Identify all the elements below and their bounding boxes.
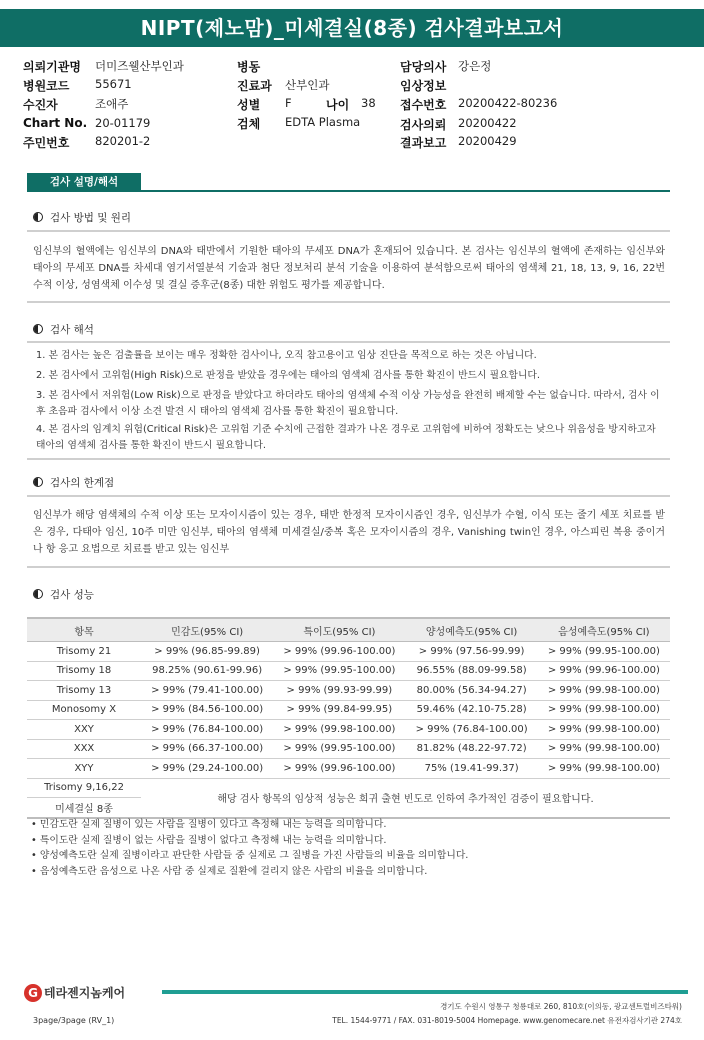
half-circle-icon [33, 477, 43, 487]
note-line: • 양성예측도란 실제 질병이라고 판단한 사람들 중 실제로 그 질병을 가진 사람들의 비율을 의미합니다. [31, 850, 469, 861]
table-header-row [27, 618, 670, 642]
table-cell: > 99% (84.56-100.00) [141, 700, 273, 720]
doctor-value: 강은정 [458, 59, 492, 73]
section-tab: 검사 설명/해석 [27, 173, 141, 191]
hospital-code-label: 병원코드 [23, 79, 70, 93]
page-number: 3page/3page (RV_1) [33, 1016, 115, 1025]
interpretation-item: 1. 본 검사는 높은 검출률을 보이는 매우 정확한 검사이나, 오직 참고용이고 임상 진단을 목적으로 하는 것은 아닙니다. [36, 350, 537, 361]
interpretation-heading: 검사 해석 [33, 322, 94, 337]
table-cell: > 99% (99.98-100.00) [273, 720, 405, 740]
column-header: 항목 [27, 618, 141, 642]
table-cell: > 99% (29.24-100.00) [141, 759, 273, 779]
table-cell: > 99% (66.37-100.00) [141, 739, 273, 759]
table-row [27, 661, 670, 681]
table-cell: XXX [27, 739, 141, 759]
ward-label: 병동 [237, 60, 261, 74]
column-header: 양성예측도(95% CI) [406, 618, 538, 642]
report-date-value: 20200429 [458, 134, 517, 148]
performance-table [27, 617, 670, 819]
table-cell: 98.25% (90.61-99.96) [141, 661, 273, 681]
table-cell: > 99% (99.95-100.00) [538, 642, 670, 662]
table-cell: > 99% (99.95-100.00) [273, 661, 405, 681]
table-cell: > 99% (99.98-100.00) [538, 720, 670, 740]
receipt-value: 20200422-80236 [458, 96, 558, 110]
report-title: NIPT(제노맘)_미세결실(8종) 검사결과보고서 [0, 9, 704, 47]
half-circle-icon [33, 589, 43, 599]
table-cell: > 99% (76.84-100.00) [406, 720, 538, 740]
table-cell: > 99% (99.93-99.99) [273, 681, 405, 701]
divider [27, 458, 670, 460]
table-cell: > 99% (97.56-99.99) [406, 642, 538, 662]
institution-value: 더미즈웰산부인과 [95, 59, 184, 73]
doctor-label: 담당의사 [400, 60, 447, 74]
table-row [27, 720, 670, 740]
footer-bar [162, 990, 688, 994]
age-value: 38 [361, 96, 376, 110]
table-row [27, 642, 670, 662]
chart-value: 20-01179 [95, 116, 151, 130]
table-cell: Trisomy 9,16,22 [27, 778, 141, 798]
clinical-label: 임상정보 [400, 79, 447, 93]
table-cell: Trisomy 18 [27, 661, 141, 681]
table-row [27, 739, 670, 759]
resident-value: 820201-2 [95, 134, 151, 148]
table-cell: > 99% (99.96-100.00) [273, 642, 405, 662]
column-header: 특이도(95% CI) [273, 618, 405, 642]
divider [27, 495, 670, 497]
performance-heading: 검사 성능 [33, 587, 94, 602]
table-cell: > 99% (99.98-100.00) [538, 681, 670, 701]
table-cell: 80.00% (56.34-94.27) [406, 681, 538, 701]
sex-label: 성별 [237, 98, 261, 112]
note-line: • 특이도란 실제 질병이 없는 사람을 질병이 없다고 측정해 내는 능력을 의미합니다. [31, 834, 387, 846]
request-value: 20200422 [458, 116, 517, 130]
chart-label: Chart No. [23, 116, 88, 130]
definitions-notes [31, 817, 468, 879]
hospital-code-value: 55671 [95, 77, 132, 91]
table-cell: Trisomy 21 [27, 642, 141, 662]
table-cell: 59.46% (42.10-75.28) [406, 700, 538, 720]
divider [27, 341, 670, 343]
recipient-value: 조애주 [95, 97, 129, 111]
method-heading: 검사 방법 및 원리 [33, 210, 131, 225]
table-cell: > 99% (79.41-100.00) [141, 681, 273, 701]
receipt-label: 접수번호 [400, 98, 447, 112]
table-note-cell: 해당 검사 항목의 임상적 성능은 희귀 출현 빈도로 인하여 추가적인 검증이 필요합니다. [141, 778, 670, 818]
table-row [27, 778, 670, 798]
table-cell: > 99% (99.98-100.00) [538, 700, 670, 720]
table-cell: > 99% (76.84-100.00) [141, 720, 273, 740]
interpretation-item: 4. 본 검사의 임계치 위험(Critical Risk)은 고위험 기준 수치에 근접한 결과가 나온 경우로 고위험에 비하여 정확도는 낮으나 위음성을 방지하고자 태아의 염색체 검사를 통한 확진이 반드시 필요합니다. [36, 424, 656, 451]
table-cell: Monosomy X [27, 700, 141, 720]
logo-mark-icon: G [24, 984, 42, 1002]
dept-label: 진료과 [237, 79, 272, 93]
interpretation-item: 2. 본 검사에서 고위험(High Risk)으로 판정을 받았을 경우에는 태아의 염색체 검사를 통한 확진이 반드시 필요합니다. [36, 370, 541, 381]
half-circle-icon [33, 212, 43, 222]
company-logo [24, 982, 125, 1002]
column-header: 민감도(95% CI) [141, 618, 273, 642]
report-date-label: 결과보고 [400, 136, 447, 150]
note-line: • 음성예측도란 음성으로 나온 사람 중 실제로 질환에 걸리지 않은 사람의 비율을 의미합니다. [31, 865, 428, 877]
specimen-label: 검체 [237, 117, 261, 131]
column-header: 음성예측도(95% CI) [538, 618, 670, 642]
divider [27, 230, 670, 232]
table-cell: > 99% (99.98-100.00) [538, 739, 670, 759]
table-cell: > 99% (99.98-100.00) [538, 759, 670, 779]
specimen-value: EDTA Plasma [285, 115, 361, 129]
footer-address: 경기도 수원시 영통구 청룡대로 260, 810호(이의동, 광교센트럴비즈타워) [440, 1002, 682, 1011]
request-label: 검사의뢰 [400, 118, 447, 132]
table-cell: > 99% (96.85-99.89) [141, 642, 273, 662]
table-cell: Trisomy 13 [27, 681, 141, 701]
table-cell: > 99% (99.96-100.00) [538, 661, 670, 681]
half-circle-icon [33, 324, 43, 334]
table-cell: > 99% (99.84-99.95) [273, 700, 405, 720]
table-row [27, 681, 670, 701]
note-line: • 민감도란 실제 질병이 있는 사람을 질병이 있다고 측정해 내는 능력을 의미합니다. [31, 819, 387, 830]
table-cell: > 99% (99.96-100.00) [273, 759, 405, 779]
table-row [27, 759, 670, 779]
method-text: 임신부의 혈액에는 임신부의 DNA와 태반에서 기원한 태아의 무세포 DNA가 혼재되어 있습니다. 본 검사는 임신부의 혈액에 존재하는 임신부와 태아의 무세포 DNA를 차세대 염기서열분석 기술과 첨단 정보처리 분석 기술을 이용하여 분석함으로써 태아의 염색체 21, 18, 13, 9, 16, 22번 수적 이상, 성염색체 이수성 및 결실 증후군(8종) 대한 위험도 평가를 제공합니다. [33, 246, 665, 291]
footer-contact: TEL. 1544-9771 / FAX. 031-8019-5004 Homepage. www.genomecare.net 유전자검사기관 274호 [332, 1016, 682, 1025]
table-cell: XXY [27, 720, 141, 740]
institution-label: 의뢰기관명 [23, 60, 81, 74]
table-cell: 미세결실 8종 [27, 798, 141, 818]
dept-value: 산부인과 [285, 78, 330, 92]
table-cell: 81.82% (48.22-97.72) [406, 739, 538, 759]
recipient-label: 수진자 [23, 98, 58, 112]
resident-label: 주민번호 [23, 136, 70, 150]
age-label: 나이 [326, 98, 350, 112]
divider [27, 566, 670, 568]
logo-text: 테라젠지놈케어 [44, 986, 126, 1000]
table-cell: XYY [27, 759, 141, 779]
limitations-heading: 검사의 한계점 [33, 475, 114, 490]
table-cell: > 99% (99.95-100.00) [273, 739, 405, 759]
table-cell: 96.55% (88.09-99.58) [406, 661, 538, 681]
sex-value: F [285, 96, 292, 110]
institution-field [23, 58, 81, 75]
section-divider [27, 190, 670, 192]
divider [27, 301, 670, 303]
table-row [27, 700, 670, 720]
limitations-text: 임신부가 해당 염색체의 수적 이상 또는 모자이시즘이 있는 경우, 태반 한정적 모자이시즘인 경우, 임신부가 수혈, 이식 또는 줄기 세포 치료를 받은 경우, 다태아 임신, 10주 미만 임신부, 태아의 염색체 미세결실/중복 혹은 모자이시즘의 경우, Vanishing twin인 경우, 아스피린 복용 중이거나 항 응고 요법으로 치료를 받고 있는 임신부 [33, 510, 665, 555]
table-cell: 75% (19.41-99.37) [406, 759, 538, 779]
interpretation-item: 3. 본 검사에서 저위험(Low Risk)으로 판정을 받았다고 하더라도 태아의 염색체 수적 이상 가능성을 완전히 배제할 수는 없습니다. 따라서, 검사 이후 초음파 검사에서 이상 소견 발견 시 태아의 염색체 검사를 통한 확진이 필요합니다. [36, 390, 660, 417]
